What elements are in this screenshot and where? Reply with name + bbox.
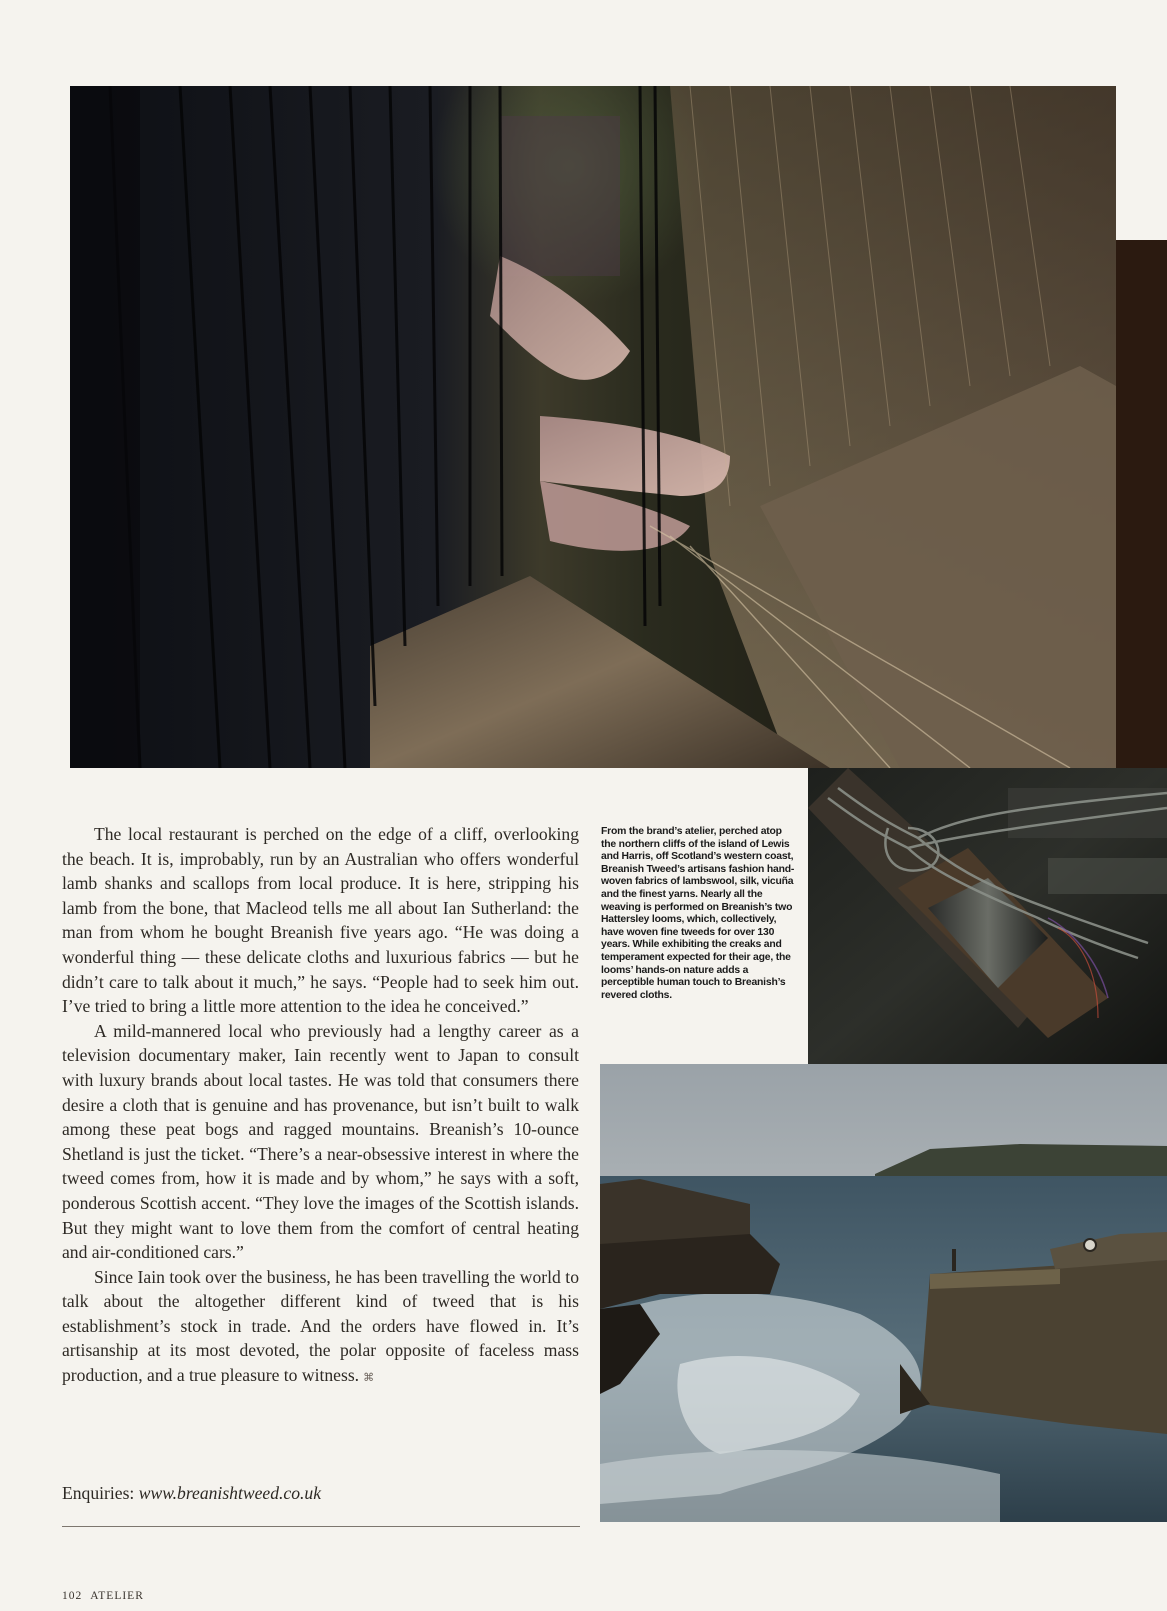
page-number: 102	[62, 1590, 83, 1602]
harbour-photo	[600, 1064, 1167, 1522]
enquiries-line	[62, 1483, 321, 1504]
loom-photo-graphic	[70, 86, 1116, 768]
harbour-graphic	[600, 1064, 1167, 1522]
page-folio	[62, 1590, 144, 1602]
loom-photo	[70, 86, 1116, 768]
article-paragraph-text: Since Iain took over the business, he has been travelling the world to talk about the altogether different kind of tweed that is his establishment’s stock in trade. And the orders have flowed in. It’s artisanship at its most devoted, the polar opposite of faceless mass production, and a true pleasure to witness.	[62, 1266, 579, 1386]
photo-caption: From the brand’s atelier, perched atop the northern cliffs of the island of Lewis and Harris, off Scotland’s western coast, Breanish Tweed’s artisans fashion hand-woven fabrics of lambswool, silk, vicuña and the finest yarns. Nearly all the weaving is performed on Breanish’s two Hattersley looms, which, collectively, have woven fine tweeds for over 130 years. While exhibiting the creaks and temperament expected for their age, the looms’ hands-on nature adds a perceptible human touch to Breanish’s revered cloths.	[601, 826, 795, 1001]
yarn-knot-graphic	[808, 768, 1167, 1064]
magazine-name: ATELIER	[90, 1590, 144, 1602]
yarn-knot-photo	[808, 768, 1167, 1064]
end-mark-icon: ⌘	[363, 1371, 375, 1385]
footer-rule	[62, 1526, 580, 1527]
article-paragraph: A mild-mannered local who previously had a lengthy career as a television documentary maker, Iain recently went to Japan to consult with luxury brands about local tastes. He was told that consumers there desire a cloth that is genuine and has provenance, but isn’t built to walk among these peat bogs and ragged mountains. Breanish’s 10-ounce Shetland is just the ticket. “There’s a near-obsessive interest in where the tweed comes from, how it is made and by whom,” he says with a soft, ponderous Scottish accent. “They love the images of the Scottish islands. But they might want to love them from the comfort of central heating and air-conditioned cars.”	[62, 1020, 579, 1263]
enquiries-label: Enquiries:	[62, 1483, 135, 1503]
article-paragraph: The local restaurant is perched on the edge of a cliff, overlooking the beach. It is, improbably, run by an Australian who offers wonderful lamb shanks and scallops from local produce. It is here, stripping his lamb from the bone, that Macleod tells me all about Ian Sutherland: the man from whom he bought Breanish five years ago. “He was doing a wonderful thing — these delicate cloths and luxurious fabrics — but he didn’t care to talk about it much,” he says. “People had to seek him out. I’ve tried to bring a little more attention to the idea he conceived.”	[62, 824, 579, 1017]
article-body	[62, 822, 579, 1391]
enquiries-link[interactable]: www.breanishtweed.co.uk	[138, 1483, 322, 1503]
loom-photo-edge	[1116, 240, 1167, 768]
article-paragraph-last	[62, 1265, 579, 1391]
